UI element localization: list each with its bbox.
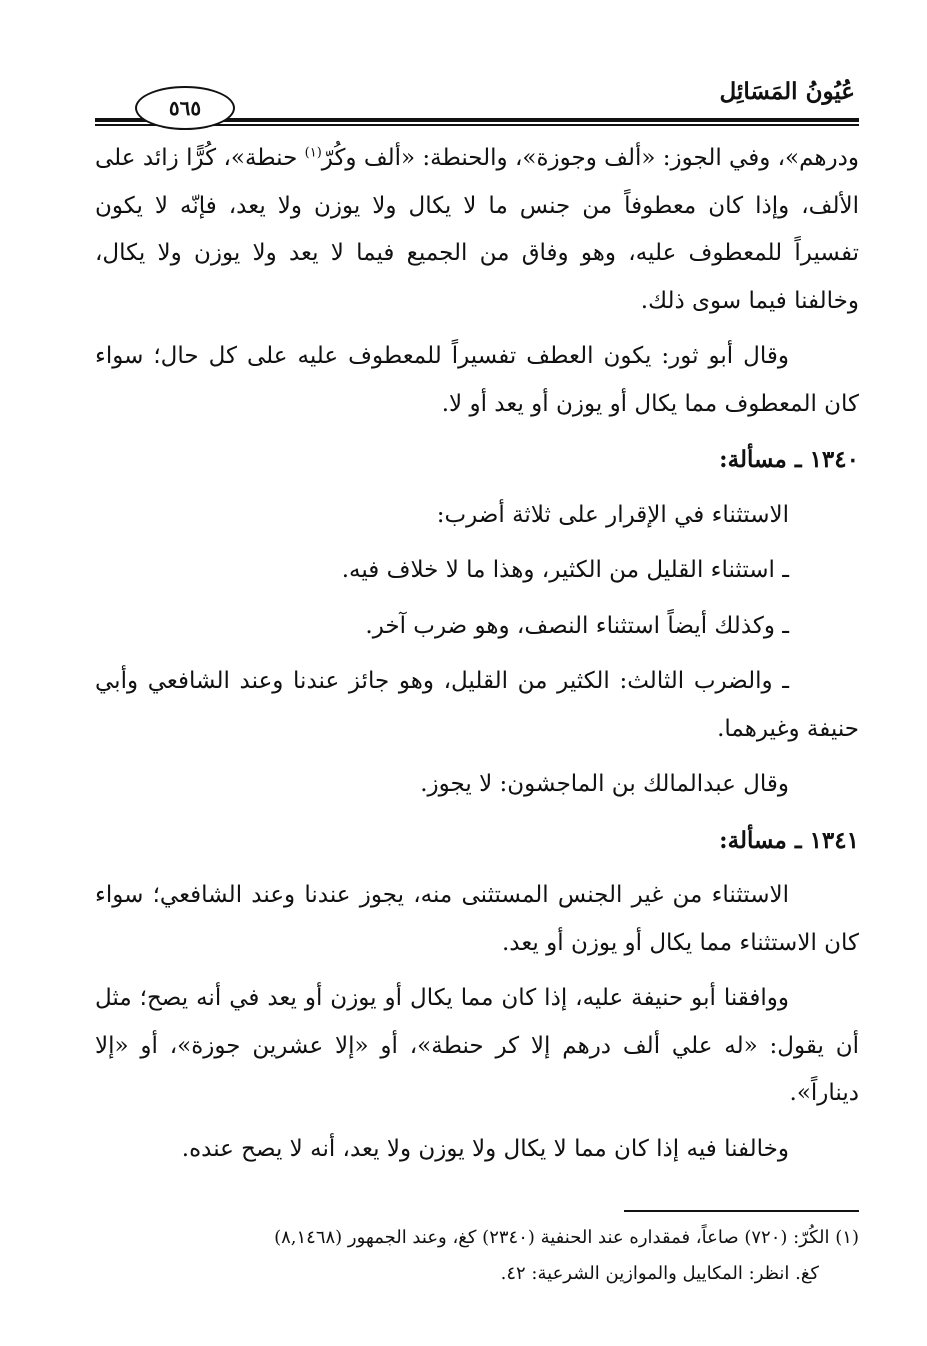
paragraph-1 [95, 135, 859, 325]
paragraph-2: وقال أبو ثور: يكون العطف تفسيراً للمعطوف عليه على كل حال؛ سواء كان المعطوف مما يكال أو يوزن أو يعد أو لا. [95, 343, 859, 417]
paragraph-8: الاستثناء من غير الجنس المستثنى منه، يجوز عندنا وعند الشافعي؛ سواء كان الاستثناء مما يكال أو يوزن أو يعد. [95, 882, 859, 956]
section-heading-1340: ١٣٤٠ ـ مسألة: [719, 446, 859, 473]
paragraph-3: الاستثناء في الإقرار على ثلاثة أضرب: [436, 501, 789, 528]
footnote-1-line-2: كغ. انظر: المكاييل والموازين الشرعية: ٤٢. [500, 1263, 819, 1284]
paragraph-1-part-a: ودرهم»، وفي الجوز: «ألف وجوزة»، والحنطة: «ألف وكُرّ [321, 145, 859, 171]
running-title: عُيُونُ المَسَائِل [719, 78, 855, 105]
list-item-2: ـ وكذلك أيضاً استثناء النصف، وهو ضرب آخر. [365, 612, 789, 639]
footnote-reference[interactable]: (١) [304, 145, 322, 161]
paragraph-1-part-b: حنطة»، كُرًّا زائد على الألف، وإذا كان معطوفاً من جنس ما لا يكال ولا يوزن ولا يعد، فإنّه لا يكون تفسيراً للمعطوف عليه، وهو وفاق من الجميع فيما لا يعد ولا يوزن ولا يكال، وخالفنا فيما سوى ذلك. [95, 145, 859, 314]
footnote-separator [624, 1210, 859, 1212]
list-item-1: ـ استثناء القليل من الكثير، وهذا ما لا خلاف فيه. [341, 557, 789, 583]
paragraph-9: ووافقنا أبو حنيفة عليه، إذا كان مما يكال أو يوزن أو يعد في أنه يصح؛ مثل أن يقول: «له علي ألف درهم إلا كر حنطة»، أو «إلا عشرين جوزة»، أو «إلا ديناراً». [95, 985, 859, 1106]
list-item-3: ـ والضرب الثالث: الكثير من القليل، وهو جائز عندنا وعند الشافعي وأبي حنيفة وغيرهما. [95, 668, 859, 742]
footnotes [95, 1220, 859, 1292]
footnote-1-line-1: (١) الكُرّ: (٧٢٠) صاعاً، فمقداره عند الحنفية (٢٣٤٠) كغ، وعند الجمهور (٨,١٤٦٨) [274, 1227, 859, 1248]
paragraph-10: وخالفنا فيه إذا كان مما لا يكال ولا يوزن ولا يعد، أنه لا يصح عنده. [181, 1135, 789, 1162]
page-number: ٥٦٥ [168, 96, 202, 120]
page-number-badge [135, 86, 235, 130]
paragraph-7: وقال عبدالمالك بن الماجشون: لا يجوز. [420, 771, 789, 797]
section-heading-1341: ١٣٤١ ـ مسألة: [719, 826, 859, 854]
main-text [95, 135, 859, 1181]
